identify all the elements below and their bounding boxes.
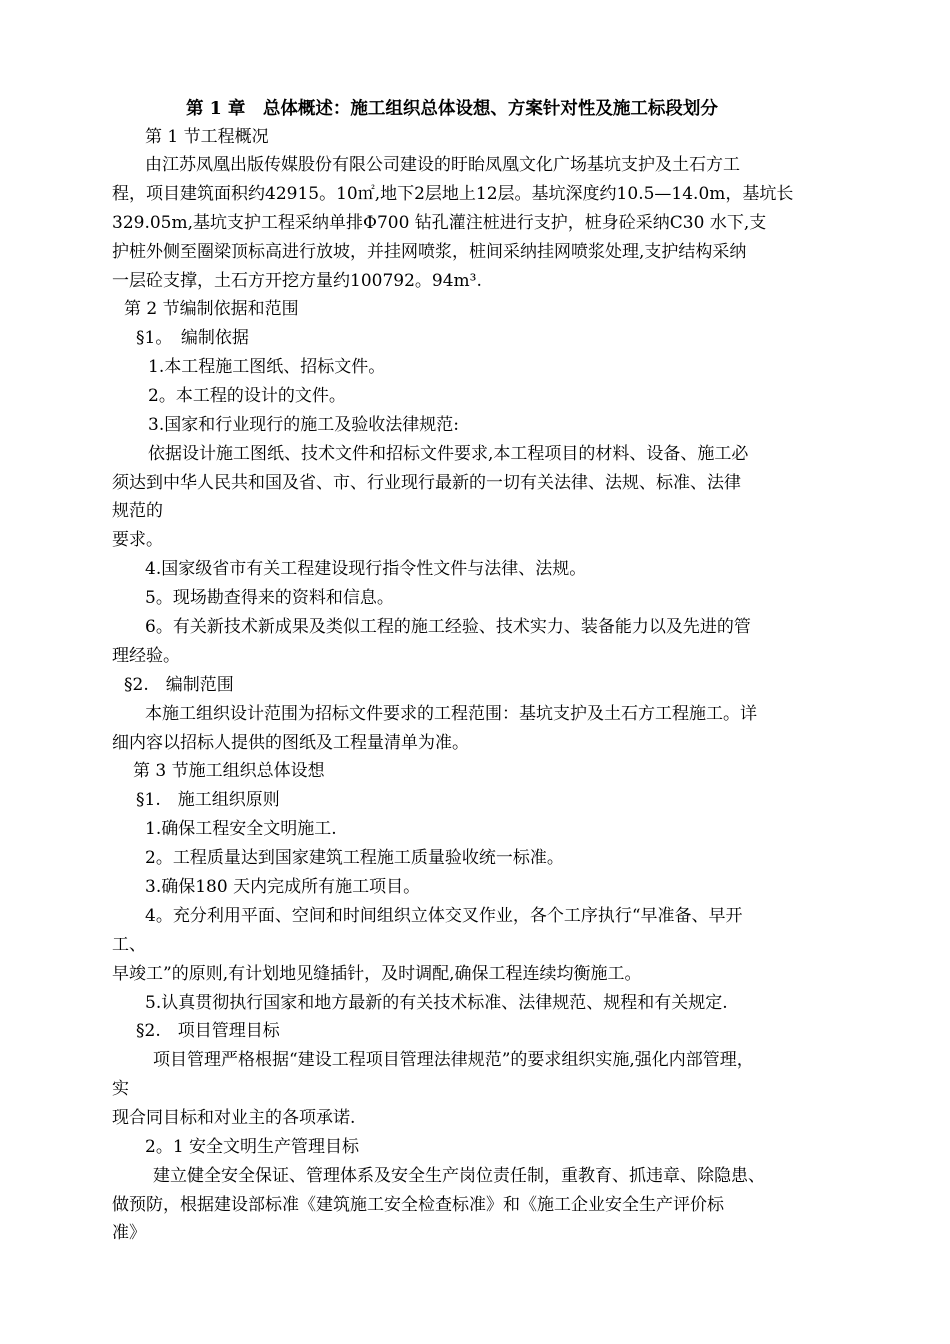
paragraph-line: 须达到中华人民共和国及省、市、行业现行最新的一切有关法律、法规、标准、法律	[112, 473, 741, 493]
paragraph-line: 项目管理严格根据“建设工程项目管理法律规范”的要求组织实施,强化内部管理，	[153, 1050, 754, 1070]
paragraph-line: 329.05m,基坑支护工程采纳单排Φ700 钻孔灌注桩进行支护，桩身砼采纳C30 水下,支	[112, 213, 767, 233]
subsection-heading: 2。1 安全文明生产管理目标	[145, 1137, 360, 1157]
list-item: 4.国家级省市有关工程建设现行指令性文件与法律、法规。	[145, 559, 587, 579]
paragraph-line: 理经验。	[112, 646, 180, 666]
list-item: 3.国家和行业现行的施工及验收法律规范:	[148, 415, 459, 435]
list-item: 5。现场勘查得来的资料和信息。	[145, 588, 394, 608]
paragraph-line: 由江苏凤凰出版传媒股份有限公司建设的盱眙凤凰文化广场基坑支护及土石方工	[145, 155, 740, 175]
paragraph-line: 要求。	[112, 530, 163, 550]
subsection-heading: §1. 施工组织原则	[136, 790, 280, 810]
paragraph-line: 规范的	[112, 501, 163, 521]
subsection-heading: §2. 编制范围	[124, 675, 234, 695]
list-item: 5.认真贯彻执行国家和地方最新的有关技术标准、法律规范、规程和有关规定.	[145, 993, 728, 1013]
list-item: 4。充分利用平面、空间和时间组织立体交叉作业，各个工序执行“早准备、早开	[145, 906, 743, 926]
list-item: 6。有关新技术新成果及类似工程的施工经验、技术实力、装备能力以及先进的管	[145, 617, 751, 637]
list-item: 2。本工程的设计的文件。	[148, 386, 346, 406]
paragraph-line: 程，项目建筑面积约42915。10㎡,地下2层地上12层。基坑深度约10.5—14.0m，基坑长	[112, 184, 794, 204]
paragraph-line: 准》	[112, 1223, 146, 1243]
paragraph-line: 细内容以招标人提供的图纸及工程量清单为准。	[112, 733, 469, 753]
paragraph-line: 依据设计施工图纸、技术文件和招标文件要求,本工程项目的材料、设备、施工必	[148, 444, 749, 464]
paragraph-line: 早竣工”的原则,有计划地见缝插针，及时调配,确保工程连续均衡施工。	[112, 964, 642, 984]
paragraph-line: 建立健全安全保证、管理体系及安全生产岗位责任制，重教育、抓违章、除隐患、	[153, 1166, 765, 1186]
list-item: 1.确保工程安全文明施工.	[145, 819, 337, 839]
paragraph-line: 护桩外侧至圈梁顶标高进行放坡，并挂网喷浆，桩间采纳挂网喷浆处理,支护结构采纳	[112, 242, 747, 262]
list-item: 1.本工程施工图纸、招标文件。	[148, 357, 386, 377]
paragraph-line: 实	[112, 1079, 129, 1099]
paragraph-line: 工、	[112, 935, 146, 955]
subsection-heading: §2. 项目管理目标	[136, 1021, 280, 1041]
list-item: 3.确保180 天内完成所有施工项目。	[145, 877, 421, 897]
section-heading: 第 1 节工程概况	[145, 127, 269, 147]
list-item: 2。工程质量达到国家建筑工程施工质量验收统一标准。	[145, 848, 564, 868]
subsection-heading: §1。 编制依据	[136, 328, 249, 348]
chapter-title: 第 1 章 总体概述：施工组织总体设想、方案针对性及施工标段划分	[186, 99, 718, 119]
paragraph-line: 一层砼支撑，土石方开挖方量约100792。94m³.	[112, 271, 482, 291]
paragraph-line: 本施工组织设计范围为招标文件要求的工程范围：基坑支护及土石方工程施工。详	[145, 704, 757, 724]
section-heading: 第 3 节施工组织总体设想	[133, 761, 325, 781]
paragraph-line: 做预防，根据建设部标准《建筑施工安全检查标准》和《施工企业安全生产评价标	[112, 1195, 724, 1215]
section-heading: 第 2 节编制依据和范围	[124, 299, 299, 319]
paragraph-line: 现合同目标和对业主的各项承诺.	[112, 1108, 356, 1128]
